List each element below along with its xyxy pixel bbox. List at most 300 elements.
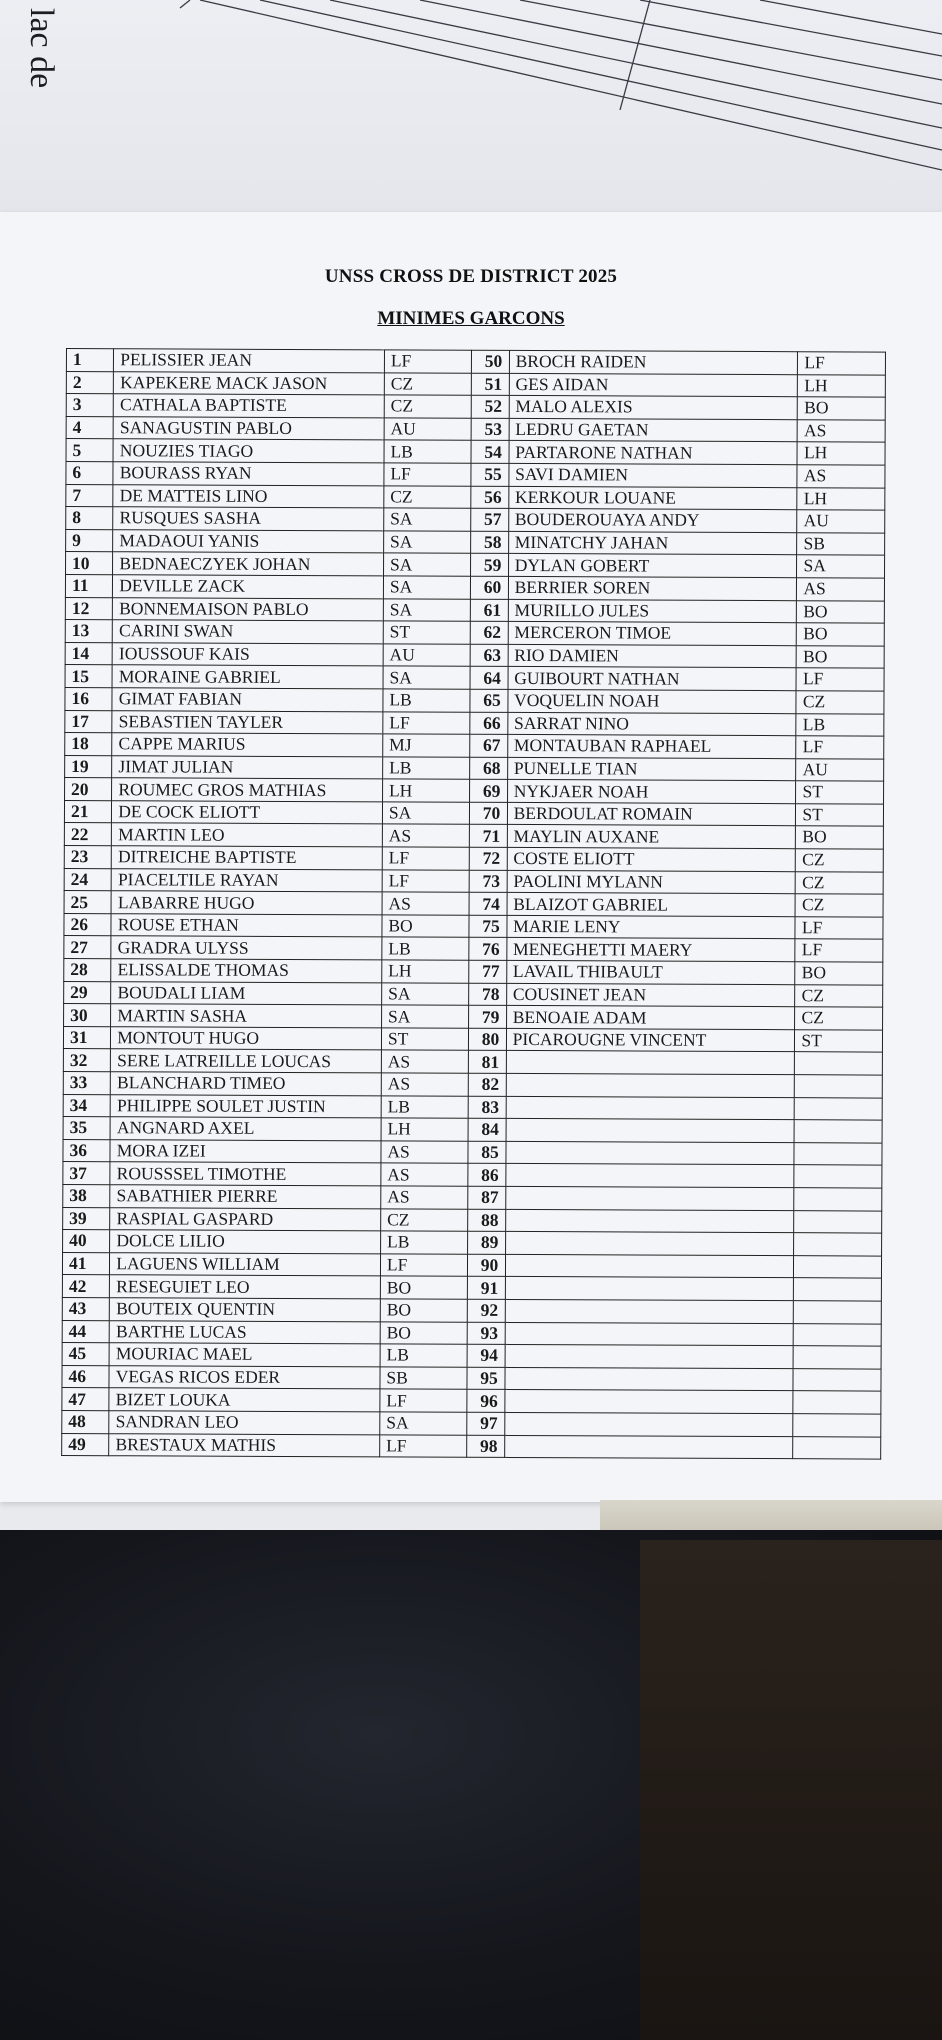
left-number-cell: 32 [63,1049,110,1072]
left-club-cell: AS [381,1141,469,1164]
right-number-cell: 84 [468,1118,505,1141]
right-name-cell [504,1435,793,1459]
right-number-cell: 73 [470,870,507,893]
left-name-cell: BOUDALI LIAM [111,981,382,1005]
left-club-cell: BO [380,1276,468,1299]
left-club-cell: CZ [381,1208,469,1231]
right-number-cell: 67 [470,734,507,757]
table-row [64,1004,883,1030]
left-name-cell: CAPPE MARIUS [112,733,383,757]
left-club-cell: LH [381,1118,469,1141]
left-number-cell: 31 [63,1026,110,1049]
table-row [63,1026,882,1052]
right-club-cell [793,1368,881,1391]
right-number-cell: 86 [468,1164,505,1187]
table-row [65,733,884,759]
left-name-cell: BRESTAUX MATHIS [109,1433,380,1457]
left-club-cell: LB [380,1344,468,1367]
left-number-cell: 8 [66,507,113,530]
left-number-cell: 7 [66,484,113,507]
right-number-cell: 97 [467,1412,504,1435]
table-row [65,755,884,781]
left-name-cell: VEGAS RICOS EDER [109,1365,380,1389]
right-name-cell: MENEGHETTI MAERY [507,938,796,962]
left-name-cell: DE COCK ELIOTT [112,801,383,825]
left-number-cell: 22 [64,823,111,846]
left-name-cell: SABATHIER PIERRE [110,1185,381,1209]
right-club-cell: CZ [795,1007,883,1030]
right-club-cell [794,1233,882,1256]
right-club-cell [794,1188,882,1211]
right-club-cell [795,1052,883,1075]
table-row [65,620,884,646]
right-club-cell: SB [797,532,885,555]
right-number-cell: 82 [469,1073,506,1096]
right-number-cell: 79 [469,1005,506,1028]
right-number-cell: 91 [468,1277,505,1300]
left-name-cell: SERE LATREILLE LOUCAS [111,1049,382,1073]
right-club-cell: LF [798,352,886,375]
right-name-cell [505,1322,794,1346]
table-row [65,574,884,600]
left-name-cell: DE MATTEIS LINO [113,484,384,508]
right-number-cell: 51 [472,373,509,396]
left-club-cell: LB [381,1095,469,1118]
left-club-cell: LF [380,1254,468,1277]
right-name-cell [505,1345,794,1369]
table-row [62,1297,881,1323]
left-name-cell: PIACELTILE RAYAN [111,868,382,892]
left-name-cell: SANDRAN LEO [109,1411,380,1435]
left-name-cell: MORA IZEI [110,1139,381,1163]
right-name-cell: NYKJAER NOAH [507,780,796,804]
right-number-cell: 70 [470,802,507,825]
right-name-cell: MINATCHY JAHAN [508,531,797,555]
table-row [65,665,884,691]
left-club-cell: ST [383,621,471,644]
table-row [63,1162,882,1188]
table-row [63,1184,882,1210]
left-club-cell: SA [382,983,470,1006]
left-name-cell: BOURASS RYAN [113,462,384,486]
right-name-cell: BERDOULAT ROMAIN [507,802,796,826]
right-number-cell: 65 [470,689,507,712]
left-number-cell: 27 [64,936,111,959]
left-number-cell: 4 [66,416,113,439]
right-number-cell: 68 [470,757,507,780]
right-number-cell: 75 [469,915,506,938]
right-name-cell: PARTARONE NATHAN [509,441,798,465]
left-number-cell: 10 [66,552,113,575]
right-number-cell: 64 [470,667,507,690]
table-row [64,981,883,1007]
left-number-cell: 11 [65,574,112,597]
right-number-cell: 59 [471,554,508,577]
left-number-cell: 40 [63,1230,110,1253]
right-club-cell: BO [796,826,884,849]
right-club-cell: ST [795,1029,883,1052]
right-number-cell: 57 [471,508,508,531]
table-row [64,891,883,917]
left-name-cell: LABARRE HUGO [111,891,382,915]
right-name-cell: DYLAN GOBERT [508,554,797,578]
right-club-cell [795,1075,883,1098]
left-number-cell: 36 [63,1139,110,1162]
right-number-cell: 95 [467,1367,504,1390]
left-number-cell: 9 [66,529,113,552]
right-number-cell: 58 [471,531,508,554]
left-name-cell: RESEGUIET LEO [110,1275,381,1299]
right-number-cell: 92 [468,1299,505,1322]
right-club-cell: BO [797,645,885,668]
right-name-cell [505,1299,794,1323]
left-club-cell: LF [382,870,470,893]
right-club-cell: AS [797,578,885,601]
left-number-cell: 39 [63,1207,110,1230]
right-name-cell: KERKOUR LOUANE [508,486,797,510]
right-name-cell: COSTE ELIOTT [507,847,796,871]
left-club-cell: LF [382,847,470,870]
left-club-cell: LB [383,757,471,780]
right-number-cell: 54 [471,441,508,464]
left-number-cell: 19 [65,755,112,778]
left-number-cell: 33 [63,1071,110,1094]
left-club-cell: SA [383,553,471,576]
right-club-cell [794,1142,882,1165]
right-club-cell: CZ [795,984,883,1007]
table-row [66,416,885,442]
right-name-cell: MERCERON TIMOE [508,622,797,646]
right-name-cell: PICAROUGNE VINCENT [506,1028,795,1052]
right-number-cell: 61 [471,599,508,622]
left-number-cell: 20 [65,778,112,801]
right-name-cell [506,1073,795,1097]
right-number-cell: 89 [468,1231,505,1254]
table-row [63,1207,882,1233]
background-paper [0,0,942,215]
table-row [64,846,883,872]
left-number-cell: 3 [66,394,113,417]
right-name-cell: RIO DAMIEN [508,644,797,668]
left-name-cell: GRADRA ULYSS [111,936,382,960]
left-name-cell: BLANCHARD TIMEO [111,1072,382,1096]
left-club-cell: LH [382,960,470,983]
right-club-cell [794,1165,882,1188]
table-row [62,1320,881,1346]
right-club-cell: LF [796,736,884,759]
table-row [62,1410,881,1436]
right-name-cell: GUIBOURT NATHAN [508,667,797,691]
table-row [65,778,884,804]
right-number-cell: 63 [471,644,508,667]
right-name-cell: MAYLIN AUXANE [507,825,796,849]
right-name-cell [505,1277,794,1301]
right-club-cell: LH [798,374,886,397]
right-number-cell: 80 [469,1028,506,1051]
left-club-cell: SB [380,1367,468,1390]
left-name-cell: NOUZIES TIAGO [113,439,384,463]
right-club-cell: CZ [796,691,884,714]
right-name-cell [506,1119,795,1143]
left-club-cell: CZ [384,372,472,395]
right-name-cell: MALO ALEXIS [509,396,798,420]
left-name-cell: BEDNAECZYEK JOHAN [113,552,384,576]
left-club-cell: BO [380,1321,468,1344]
left-number-cell: 25 [64,891,111,914]
right-club-cell: SA [797,555,885,578]
left-name-cell: DEVILLE ZACK [113,575,384,599]
left-name-cell: PELISSIER JEAN [114,349,385,373]
right-name-cell: LAVAIL THIBAULT [506,960,795,984]
left-club-cell: SA [382,802,470,825]
right-name-cell: COUSINET JEAN [506,983,795,1007]
right-number-cell: 71 [470,825,507,848]
right-club-cell: LF [796,668,884,691]
left-number-cell: 1 [66,349,113,372]
left-club-cell: LF [383,711,471,734]
table-row [65,642,884,668]
table-row [64,959,883,985]
left-number-cell: 14 [65,642,112,665]
left-club-cell: AS [381,1163,469,1186]
left-number-cell: 43 [62,1297,109,1320]
left-club-cell: LB [380,1231,468,1254]
table-row [62,1252,881,1278]
left-club-cell: BO [382,915,470,938]
table-row [64,823,883,849]
right-club-cell [793,1346,881,1369]
right-club-cell: LF [795,939,883,962]
right-name-cell: BLAIZOT GABRIEL [507,893,796,917]
right-club-cell: AS [798,419,886,442]
table-row [66,484,885,510]
left-club-cell: AS [382,824,470,847]
right-club-cell [793,1391,881,1414]
left-club-cell: SA [383,576,471,599]
left-club-cell: SA [381,1005,469,1028]
background-text-wrap [23,0,94,120]
floor-background [640,1540,942,2040]
right-name-cell [504,1412,793,1436]
left-number-cell: 44 [62,1320,109,1343]
right-number-cell: 98 [467,1435,504,1458]
right-name-cell: PAOLINI MYLANN [507,870,796,894]
right-club-cell [793,1436,881,1459]
left-number-cell: 15 [65,665,112,688]
right-name-cell [505,1367,794,1391]
left-name-cell: MADAOUI YANIS [113,529,384,553]
right-number-cell: 94 [468,1344,505,1367]
table-row [63,1117,882,1143]
left-number-cell: 42 [62,1275,109,1298]
left-name-cell: DITREICHE BAPTISTE [112,846,383,870]
table-row [62,1343,881,1369]
left-club-cell: LB [384,440,472,463]
left-number-cell: 17 [65,710,112,733]
right-club-cell [794,1210,882,1233]
page-subtitle: MINIMES GARCONS [377,308,565,329]
left-number-cell: 45 [62,1343,109,1366]
left-name-cell: RASPIAL GASPARD [110,1207,381,1231]
left-name-cell: ROUSE ETHAN [111,914,382,938]
right-club-cell: LB [796,713,884,736]
left-number-cell: 48 [62,1410,109,1433]
table-row [65,687,884,713]
right-name-cell [505,1209,794,1233]
left-club-cell: SA [380,1412,468,1435]
right-name-cell: BROCH RAIDEN [509,350,798,374]
left-name-cell: DOLCE LILIO [110,1230,381,1254]
left-club-cell: LB [382,937,470,960]
left-name-cell: MOURIAC MAEL [109,1343,380,1367]
left-number-cell: 47 [62,1388,109,1411]
right-number-cell: 72 [470,847,507,870]
results-table [61,348,886,1460]
right-number-cell: 85 [468,1141,505,1164]
left-name-cell: BONNEMAISON PABLO [113,597,384,621]
background-text: lac de [23,8,60,89]
right-name-cell: LEDRU GAETAN [509,418,798,442]
left-number-cell: 21 [64,800,111,823]
page-title: UNSS CROSS DE DISTRICT 2025 [324,266,618,287]
left-number-cell: 49 [62,1433,109,1456]
left-number-cell: 2 [66,371,113,394]
table-row [63,1094,882,1120]
left-name-cell: MARTIN SASHA [111,1004,382,1028]
right-club-cell: BO [797,623,885,646]
left-club-cell: LF [384,463,472,486]
right-club-cell: ST [796,804,884,827]
right-name-cell: BOUDEROUAYA ANDY [508,509,797,533]
right-name-cell [505,1232,794,1256]
table-row [64,868,883,894]
right-club-cell [794,1323,882,1346]
left-number-cell: 41 [62,1252,109,1275]
left-name-cell: BIZET LOUKA [109,1388,380,1412]
right-number-cell: 53 [472,418,509,441]
table-row [66,507,885,533]
left-club-cell: AS [382,892,470,915]
right-number-cell: 90 [468,1254,505,1277]
right-name-cell [506,1096,795,1120]
left-club-cell: CZ [384,395,472,418]
right-name-cell [506,1164,795,1188]
table-row [62,1433,881,1459]
left-name-cell: ANGNARD AXEL [110,1117,381,1141]
right-name-cell: PUNELLE TIAN [507,757,796,781]
left-club-cell: SA [384,508,472,531]
left-name-cell: GIMAT FABIAN [112,688,383,712]
right-number-cell: 50 [472,350,509,373]
left-club-cell: SA [383,598,471,621]
left-number-cell: 34 [63,1094,110,1117]
left-club-cell: LH [382,779,470,802]
right-club-cell: BO [798,397,886,420]
right-club-cell: BO [795,962,883,985]
right-name-cell: VOQUELIN NOAH [508,689,797,713]
right-club-cell: AU [796,758,884,781]
right-club-cell [794,1120,882,1143]
right-number-cell: 60 [471,576,508,599]
left-number-cell: 23 [64,846,111,869]
left-number-cell: 12 [65,597,112,620]
right-name-cell [505,1254,794,1278]
left-club-cell: AU [384,418,472,441]
table-row [62,1365,881,1391]
table-row [63,1139,882,1165]
left-name-cell: CATHALA BAPTISTE [113,394,384,418]
left-number-cell: 24 [64,868,111,891]
left-name-cell: ELISSALDE THOMAS [111,959,382,983]
right-club-cell: LH [797,487,885,510]
right-number-cell: 55 [471,463,508,486]
left-club-cell: LF [380,1389,468,1412]
left-club-cell: SA [383,666,471,689]
left-number-cell: 37 [63,1162,110,1185]
table-row [62,1275,881,1301]
right-name-cell: MURILLO JULES [508,599,797,623]
left-name-cell: KAPEKERE MACK JASON [114,371,385,395]
right-club-cell: CZ [796,871,884,894]
results-table-body [62,349,886,1460]
left-number-cell: 13 [65,620,112,643]
left-name-cell: SANAGUSTIN PABLO [113,416,384,440]
left-name-cell: BOUTEIX QUENTIN [110,1298,381,1322]
left-name-cell: SEBASTIEN TAYLER [112,710,383,734]
right-number-cell: 62 [471,621,508,644]
left-number-cell: 6 [66,461,113,484]
right-name-cell [505,1186,794,1210]
right-name-cell [506,1141,795,1165]
right-number-cell: 77 [469,960,506,983]
right-number-cell: 78 [469,983,506,1006]
left-name-cell: LAGUENS WILLIAM [110,1252,381,1276]
right-club-cell [794,1255,882,1278]
table-row [62,1388,881,1414]
left-name-cell: ROUSSSEL TIMOTHE [110,1162,381,1186]
table-row [66,394,885,420]
left-club-cell: CZ [384,485,472,508]
right-club-cell: LH [797,442,885,465]
left-number-cell: 18 [65,733,112,756]
table-row [63,1071,882,1097]
right-club-cell [794,1301,882,1324]
left-number-cell: 26 [64,913,111,936]
right-number-cell: 66 [470,712,507,735]
right-name-cell: BERRIER SOREN [508,576,797,600]
left-number-cell: 29 [64,981,111,1004]
left-club-cell: AU [383,644,471,667]
left-club-cell: AS [381,1186,469,1209]
left-number-cell: 28 [64,959,111,982]
left-club-cell: AS [381,1050,469,1073]
left-name-cell: PHILIPPE SOULET JUSTIN [110,1094,381,1118]
table-row [66,461,885,487]
left-number-cell: 16 [65,687,112,710]
left-number-cell: 5 [66,439,113,462]
left-club-cell: BO [380,1299,468,1322]
right-number-cell: 52 [472,395,509,418]
right-club-cell [793,1414,881,1437]
left-club-cell: AS [381,1073,469,1096]
right-number-cell: 76 [469,938,506,961]
left-club-cell: LB [383,689,471,712]
left-club-cell: LF [384,350,472,373]
right-club-cell: AS [797,465,885,488]
table-row [66,552,885,578]
right-name-cell: SARRAT NINO [507,712,796,736]
left-club-cell: ST [381,1028,469,1051]
